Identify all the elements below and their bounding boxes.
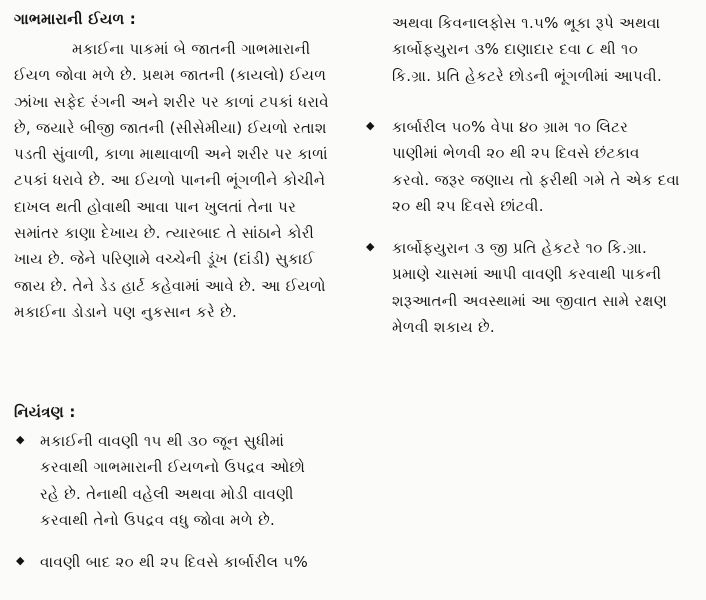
list-item	[364, 114, 696, 219]
right-bullet-list	[364, 114, 696, 340]
bullet-line: કરવાથી તેનો ઉપદ્રવ વધુ જોવા મળે છે.	[40, 510, 276, 529]
bullet-line: ૨૦ થી ૨૫ દિવસે છાંટવી.	[392, 196, 544, 215]
paragraph-line: અથવા કિવનાલફોસ ૧.૫% ભૂકા રૂપે અથવા	[392, 14, 661, 32]
continuation-paragraph	[392, 10, 692, 89]
paragraph-line: દાખલ થતી હોવાથી આવા પાન ખુલતાં તેના પર	[14, 197, 297, 216]
paragraph-line: ટપકાં ધરાવે છે. આ ઈયળો પાનની ભૂંગળીને કોચીને	[14, 171, 326, 190]
bullet-line: રહે છે. તેનાથી વહેલી અથવા મોડી વાવણી	[40, 484, 294, 503]
bullet-line: મેળવી શકાય છે.	[392, 318, 495, 337]
paragraph-line: જાય છે. તેને ડેડ હાર્ટ કહેવામાં આવે છે. આ ઈયળો	[14, 276, 326, 295]
paragraph-line: મકાઈના પાકમાં બે જાતની ગાભમારાની	[72, 40, 311, 58]
paragraph-line: ઈયળ જોવા મળે છે. પ્રથમ જાતની (કાયલો) ઈયળ	[14, 66, 327, 85]
bullet-line: પાણીમાં ભેળવી ૨૦ થી ૨૫ દિવસે છંટકાવ	[392, 144, 640, 163]
bullet-line: મકાઈની વાવણી ૧૫ થી ૩૦ જૂન સુધીમાં	[40, 432, 285, 450]
bullet-line: કરવાથી ગાભમારાની ઈયળનો ઉપદ્રવ ઓછો	[40, 458, 306, 477]
heading-stem-borer: ગાભમારાની ઈયળ :	[14, 10, 136, 28]
diamond-bullet-icon: ◆	[366, 240, 375, 254]
list-gap	[14, 533, 364, 549]
bullet-line: કાર્બોફયુરાન ૩ જી પ્રતિ હેકટરે ૧૦ કિ.ગ્રા.	[392, 239, 648, 258]
bullet-line: પ્રમાણે ચાસમાં આપી વાવણી કરવાથી પાકની	[392, 265, 662, 284]
bullet-line: કરવો. જરૂર જણાય તો ફરીથી ગમે તે એક દવા	[392, 170, 680, 189]
paragraph-line: કાર્બોફયુરાન ૩% દાણાદાર દવા ૮ થી ૧૦	[392, 40, 639, 59]
heading-control: નિયંત્રણ :	[14, 403, 76, 421]
list-item	[14, 549, 364, 575]
paragraph-line: સમાંતર કાણા દેખાય છે. ત્યારબાદ તે સાંઠાને કોરી	[14, 224, 315, 243]
pest-description-paragraph	[14, 36, 364, 325]
paragraph-line: ખાય છે. જેને પરિણામે વચ્ચેની ડૂંખ (દાંડી) સુકાઈ	[14, 250, 315, 269]
diamond-bullet-icon: ◆	[366, 119, 375, 132]
paragraph-line: પડતી સુંવાળી, કાળા માથાવાળી અને શરીર પર કાળાં	[14, 145, 328, 164]
paragraph-line: છે, જયારે બીજી જાતની (સીસેમીયા) ઈયળો રતાશ	[14, 118, 327, 137]
bullet-line: કાર્બારીલ ૫૦% વેપા ૪૦ ગ્રામ ૧૦ લિટર	[392, 118, 629, 136]
paragraph-line: કિ.ગ્રા. પ્રતિ હેકટરે છોડની ભૂંગળીમાં આપવી.	[392, 66, 663, 85]
list-item	[14, 428, 364, 533]
list-gap	[364, 219, 696, 235]
list-item	[364, 235, 696, 340]
bullet-line: શરૂઆતની અવસ્થામાં આ જીવાત સામે રક્ષણ	[392, 291, 668, 310]
bullet-line: વાવણી બાદ ૨૦ થી ૨૫ દિવસે કાર્બારીલ ૫%	[40, 553, 309, 572]
paragraph-line: મકાઈના ડોડાને પણ નુકસાન કરે છે.	[14, 302, 238, 321]
diamond-bullet-icon: ◆	[16, 554, 25, 568]
diamond-bullet-icon: ◆	[16, 433, 25, 446]
paragraph-line: ઝાંખા સફેદ રંગની અને શરીર પર કાળાં ટપકાં ધરાવે	[14, 92, 329, 111]
control-bullet-list	[14, 428, 364, 575]
